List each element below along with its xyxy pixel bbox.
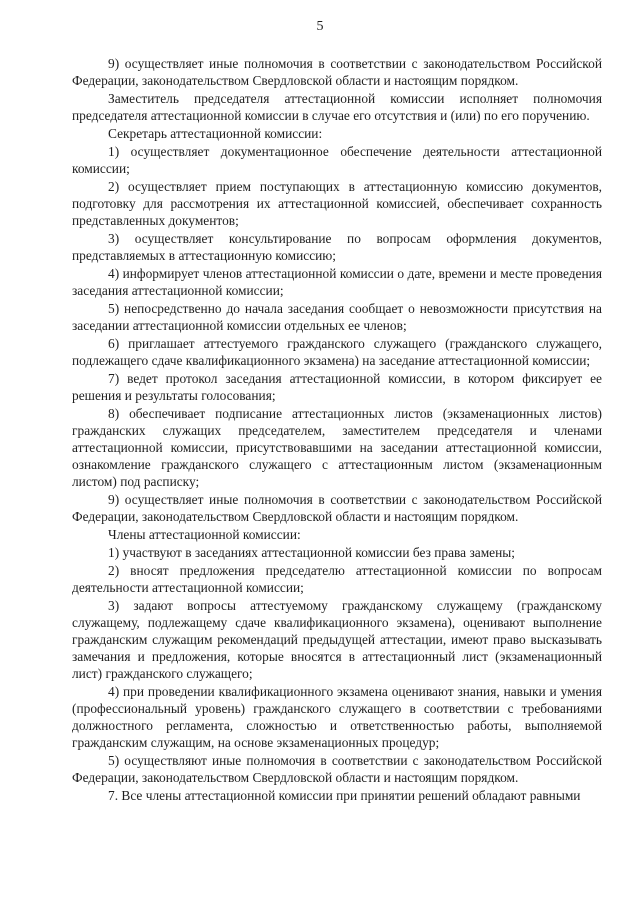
paragraph: Секретарь аттестационной комиссии: [108, 126, 323, 141]
paragraph: 3) задают вопросы аттестуемому гражданскому служащему (гражданскому служащему, подлежащему сдаче квалификационного экзамена), оценивают выполнение гражданским служащим рекомендаций предыдущей аттестации, имеют право высказывать замечания и предложения, которые вносятся в аттестационный лист (экзаменационный лист) гражданского служащего; [72, 598, 602, 681]
paragraph: Члены аттестационной комиссии: [108, 527, 301, 542]
paragraph: 9) осуществляет иные полномочия в соответствии с законодательством Российской Федерации, законодательством Свердловской области и настоящим порядком. [72, 492, 602, 524]
paragraph: 2) вносят предложения председателю аттестационной комиссии по вопросам деятельности аттестационной комиссии; [72, 563, 602, 595]
paragraph: 4) при проведении квалификационного экзамена оценивают знания, навыки и умения (профессиональный уровень) гражданского служащего в соответствии с требованиями должностного регламента, сложностью и ответственностью работы, выполняемой гражданским служащим, на основе экзаменационных процедур; [72, 684, 602, 750]
paragraph: 1) осуществляет документационное обеспечение деятельности аттестационной комиссии; [72, 144, 602, 176]
paragraph: 2) осуществляет прием поступающих в аттестационную комиссию документов, подготовку для рассмотрения их аттестационной комиссией, обеспечивает сохранность представленных документов; [72, 179, 602, 228]
paragraph: 5) непосредственно до начала заседания сообщает о невозможности присутствия на заседании аттестационной комиссии отдельных ее членов; [72, 301, 602, 333]
paragraph: 7. Все члены аттестационной комиссии при принятии решений обладают равными [108, 788, 581, 803]
paragraph: 5) осуществляют иные полномочия в соответствии с законодательством Российской Федерации, законодательством Свердловской области и настоящим порядком. [72, 753, 602, 785]
paragraph: 6) приглашает аттестуемого гражданского служащего (гражданского служащего, подлежащего сдаче квалификационного экзамена) на заседание аттестационной комиссии; [72, 336, 602, 368]
paragraph: 9) осуществляет иные полномочия в соответствии с законодательством Российской Федерации, законодательством Свердловской области и настоящим порядком. [72, 56, 602, 88]
paragraph: Заместитель председателя аттестационной комиссии исполняет полномочия председателя аттестационной комиссии в случае его отсутствия и (или) по его поручению. [72, 91, 602, 123]
paragraph: 1) участвуют в заседаниях аттестационной комиссии без права замены; [108, 545, 516, 560]
paragraph: 8) обеспечивает подписание аттестационных листов (экзаменационных листов) гражданских служащих председателем, заместителем председателя и членами аттестационной комиссии, присутствовавшими на заседании аттестационной комиссии, ознакомление гражданского служащего с аттестационным листом (экзаменационным листом) под расписку; [72, 406, 602, 489]
paragraph: 3) осуществляет консультирование по вопросам оформления документов, представляемых в аттестационную комиссию; [72, 231, 602, 263]
page-number: 5 [316, 19, 324, 34]
paragraph: 4) информирует членов аттестационной комиссии о дате, времени и месте проведения заседания аттестационной комиссии; [72, 266, 602, 298]
paragraph: 7) ведет протокол заседания аттестационной комиссии, в котором фиксирует ее решения и результаты голосования; [72, 371, 602, 403]
document-body [72, 55, 602, 805]
